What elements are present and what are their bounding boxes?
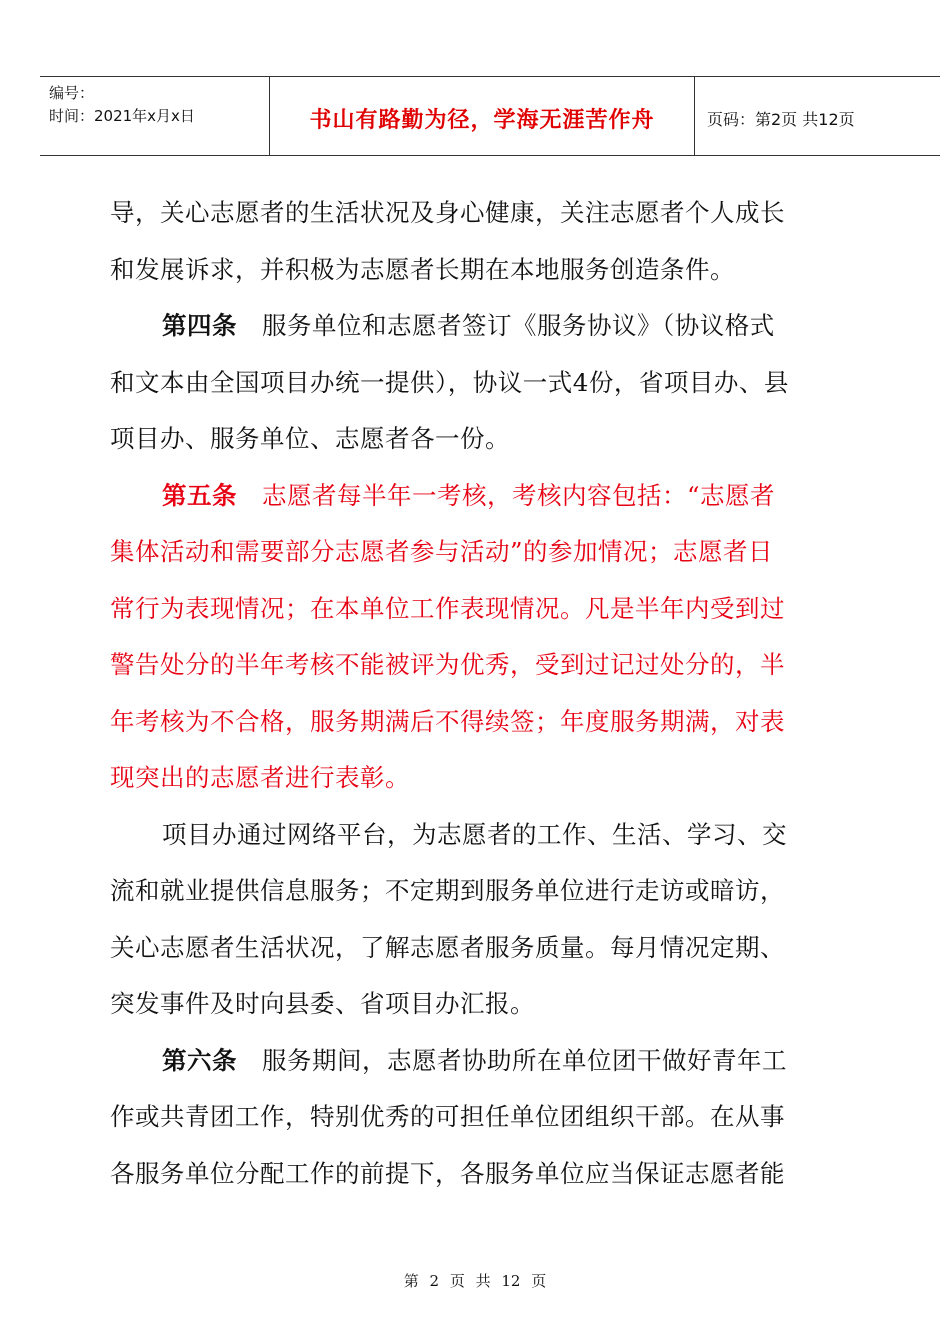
header-page-label: 页码：第2页 共12页 [707,109,855,129]
article-4 [110,298,880,355]
text-line: 导，关心志愿者的生活状况及身心健康，关注志愿者个人成长 [110,198,785,227]
text-line: 年考核为不合格，服务期满后不得续签；年度服务期满，对表 [110,706,785,736]
text-line: 服务期间，志愿者协助所在单位团干做好青年工 [237,1045,787,1075]
article-5 [110,468,880,525]
text-line: 各服务单位分配工作的前提下，各服务单位应当保证志愿者能 [110,1158,785,1188]
text-line: 志愿者每半年一考核，考核内容包括：“志愿者 [237,480,776,510]
text-line: 服务单位和志愿者签订《服务协议》（协议格式 [237,311,775,340]
text-line: 项目办、服务单位、志愿者各一份。 [110,424,510,453]
number-label: 编号： [49,84,95,102]
article-4-title: 第四条 [162,311,237,340]
text-line: 流和就业提供信息服务；不定期到服务单位进行走访或暗访， [110,876,785,905]
text-line: 项目办通过网络平台，为志愿者的工作、生活、学习、交 [162,819,787,849]
text-line: 关心志愿者生活状况，了解志愿者服务质量。每月情况定期、 [110,932,785,962]
text-line: 作或共青团工作，特别优秀的可担任单位团组织干部。在从事 [110,1102,785,1131]
text-line: 集体活动和需要部分志愿者参与活动”的参加情况；志愿者日 [110,537,774,566]
text-line: 和发展诉求，并积极为志愿者长期在本地服务创造条件。 [110,254,735,284]
article-5-title: 第五条 [162,480,237,510]
header-meta [40,77,270,155]
text-line: 和文本由全国项目办统一提供），协议一式4份，省项目办、县 [110,367,789,397]
page-header [40,76,940,156]
time-label: 时间：2021年x月x日 [49,107,195,125]
text-line: 现突出的志愿者进行表彰。 [110,763,410,792]
header-motto: 书山有路勤为径，学海无涯苦作舟 [270,77,695,155]
article-6 [110,1033,880,1090]
article-6-title: 第六条 [162,1045,237,1075]
document-body [110,185,880,1202]
text-line: 警告处分的半年考核不能被评为优秀，受到过记过处分的，半 [110,650,785,679]
page-footer: 第 2 页 共 12 页 [403,1272,547,1290]
text-line: 常行为表现情况；在本单位工作表现情况。凡是半年内受到过 [110,593,785,623]
text-line: 突发事件及时向县委、省项目办汇报。 [110,989,535,1018]
